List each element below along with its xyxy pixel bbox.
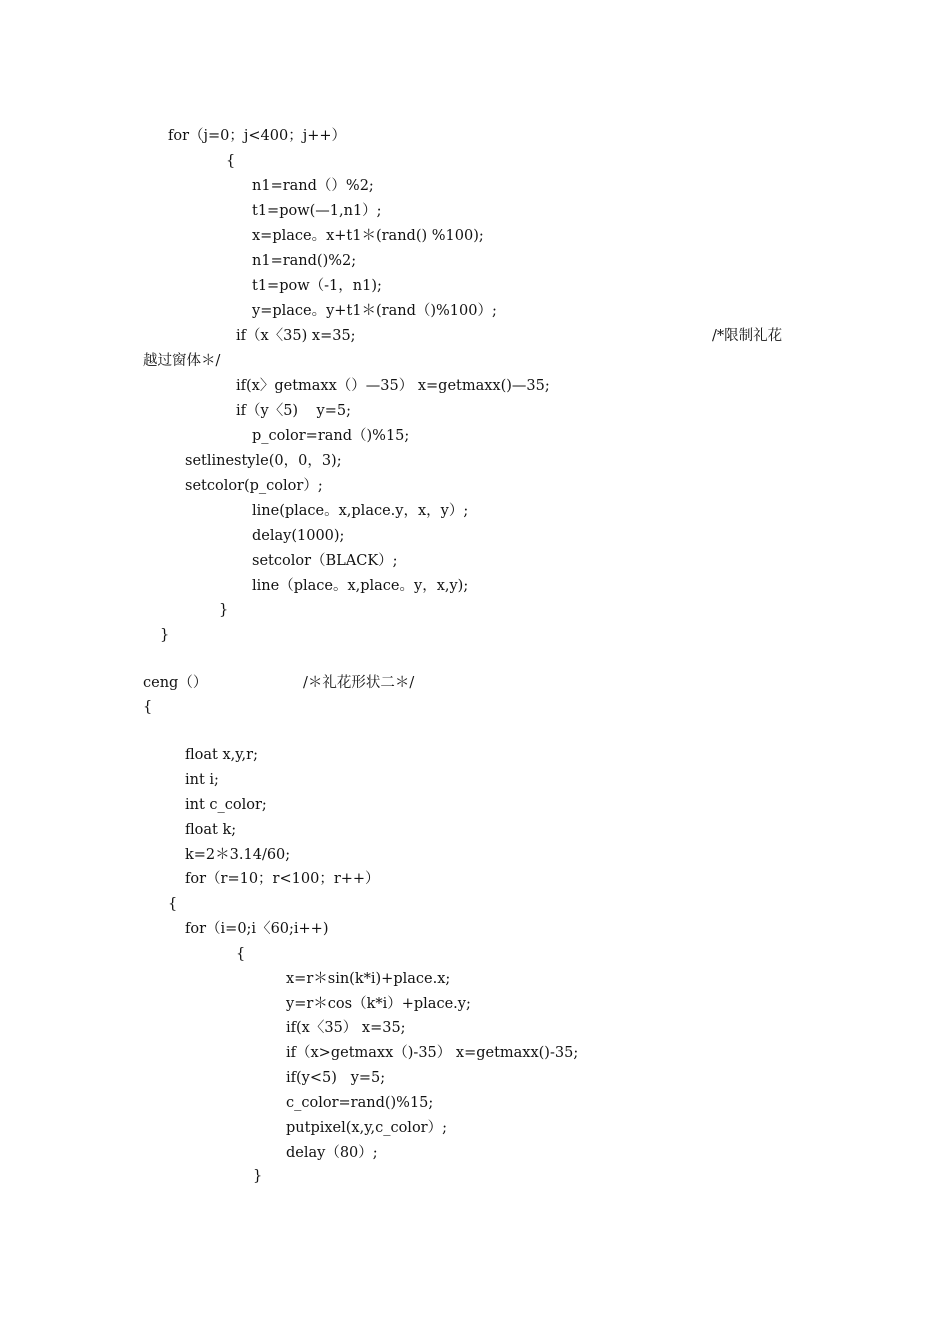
code-line: y=place。y+t1＊(rand（)%100）; <box>252 303 497 319</box>
code-line: setlinestyle(0，0，3); <box>185 453 342 469</box>
code-line: if(x〈35） x=35; <box>286 1020 406 1036</box>
code-line: t1=pow(—1,n1）; <box>252 203 382 219</box>
code-line: x=place。x+t1＊(rand() %100); <box>252 228 484 244</box>
code-line: for（r=10；r<100；r++） <box>185 871 380 887</box>
code-line: delay(1000); <box>252 528 345 544</box>
code-line: } <box>160 627 170 643</box>
code-line: { <box>168 896 178 912</box>
code-line: { <box>226 153 236 169</box>
code-line: { <box>236 946 246 962</box>
code-line: if(y<5) y=5; <box>286 1070 386 1086</box>
code-line: t1=pow（-1，n1); <box>252 278 382 294</box>
code-line: n1=rand（）%2; <box>252 178 374 194</box>
code-line: putpixel(x,y,c_color）; <box>286 1120 447 1136</box>
code-line: ceng（） <box>143 675 208 691</box>
code-line: line(place。x,place.y，x，y）; <box>252 503 469 519</box>
code-comment: /＊礼花形状二＊/ <box>303 675 415 691</box>
code-line: float x,y,r; <box>185 747 258 763</box>
code-line: x=r＊sin(k*i)+place.x; <box>286 971 451 987</box>
code-line: k=2＊3.14/60; <box>185 847 291 863</box>
code-line: n1=rand()%2; <box>252 253 357 269</box>
code-line: { <box>143 699 153 715</box>
code-line: line（place。x,place。y，x,y); <box>252 578 469 594</box>
code-comment: 越过窗体＊/ <box>143 353 221 369</box>
code-comment: /*限制礼花 <box>712 328 783 344</box>
code-line: c_color=rand()%15; <box>286 1095 434 1111</box>
code-line: p_color=rand（)%15; <box>252 428 410 444</box>
code-line: y=r＊cos（k*i）+place.y; <box>286 996 471 1012</box>
code-line: for（j=0；j<400；j++） <box>168 128 347 144</box>
code-line: delay（80）; <box>286 1145 378 1161</box>
code-line: } <box>253 1168 263 1184</box>
code-line: } <box>219 602 229 618</box>
code-line: if(x〉getmaxx（）—35） x=getmaxx()—35; <box>236 378 550 394</box>
code-line: if（x〈35) x=35; <box>236 328 356 344</box>
code-line: int i; <box>185 772 219 788</box>
code-line: setcolor（BLACK）; <box>252 553 398 569</box>
code-line: if（x>getmaxx（)-35） x=getmaxx()-35; <box>286 1045 579 1061</box>
code-line: int c_color; <box>185 797 267 813</box>
code-line: for（i=0;i〈60;i++) <box>185 921 329 937</box>
code-line: setcolor(p_color）; <box>185 478 323 494</box>
code-line: if（y〈5) y=5; <box>236 403 351 419</box>
code-line: float k; <box>185 822 237 838</box>
